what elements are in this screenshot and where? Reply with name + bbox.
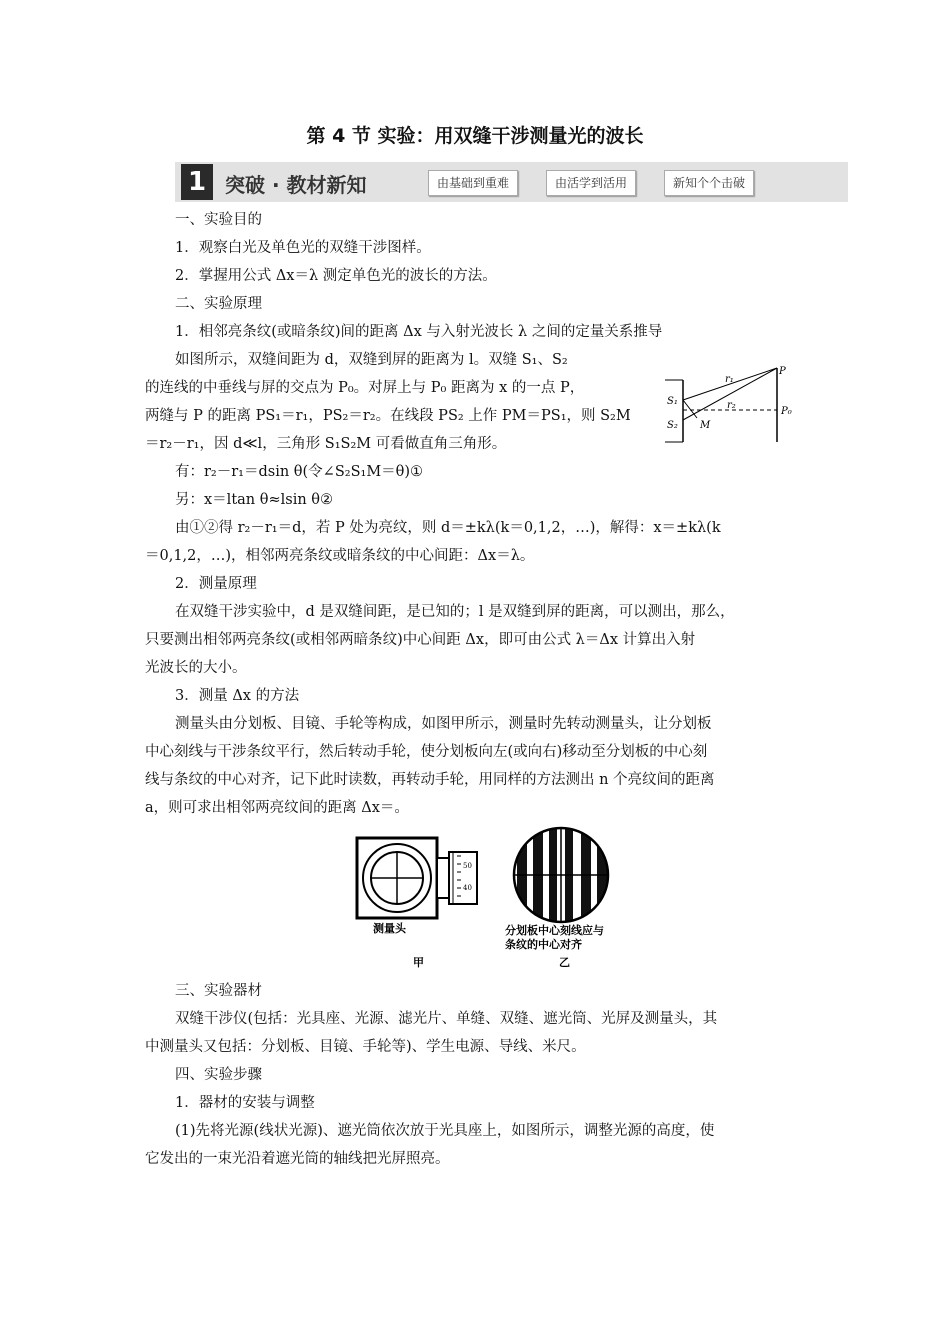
label-s1: S₁ bbox=[667, 396, 678, 407]
scale-label-40: 40 bbox=[463, 884, 472, 892]
heading-equipment: 三、实验器材 bbox=[175, 983, 262, 999]
caption-yi: 乙 bbox=[559, 956, 570, 969]
paragraph-line: 双缝干涉仪(包括：光具座、光源、滤光片、单缝、双缝、遮光筒、光屏及测量头，其 bbox=[175, 1011, 718, 1027]
paragraph-line: (1)先将光源(线状光源)、遮光筒依次放于光具座上，如图所示，调整光源的高度，使 bbox=[175, 1123, 715, 1139]
label-m: M bbox=[700, 420, 711, 431]
heading-steps: 四、实验步骤 bbox=[175, 1067, 262, 1083]
label-r1: r₁ bbox=[725, 374, 734, 385]
caption-fringe-line1: 分划板中心刻线应与 bbox=[505, 924, 604, 937]
heading-purpose: 一、实验目的 bbox=[175, 212, 262, 228]
label-p0: P₀ bbox=[781, 406, 792, 417]
label-r2: r₂ bbox=[727, 400, 736, 411]
paragraph-line: 2．掌握用公式 Δx＝λ 测定单色光的波长的方法。 bbox=[175, 268, 497, 284]
paragraph-line: 中心刻线与干涉条纹平行，然后转动手轮，使分划板向左(或向右)移动至分划板的中心刻 bbox=[145, 744, 708, 760]
subheading: 2．测量原理 bbox=[175, 576, 257, 592]
measuring-head-figure bbox=[355, 832, 485, 972]
paragraph-line: 线与条纹的中心对齐，记下此时读数，再转动手轮，用同样的方法测出 n 个亮纹间的距离 bbox=[145, 772, 715, 788]
heading-principle: 二、实验原理 bbox=[175, 296, 262, 312]
double-slit-diagram bbox=[645, 362, 820, 444]
paragraph-line: 1．相邻亮条纹(或暗条纹)间的距离 Δx 与入射光波长 λ 之间的定量关系推导 bbox=[175, 324, 663, 340]
banner-tag-3: 新知个个击破 bbox=[664, 170, 754, 196]
paragraph-line: 两缝与 P 的距离 PS₁＝r₁，PS₂＝r₂。在线段 PS₂ 上作 PM＝PS₁，则 S₂M bbox=[145, 408, 631, 424]
scale-label-50: 50 bbox=[463, 862, 472, 870]
paragraph-line: 的连线的中垂线与屏的交点为 P₀。对屏上与 P₀ 距离为 x 的一点 P， bbox=[145, 380, 585, 396]
paragraph-line: 如图所示，双缝间距为 d，双缝到屏的距离为 l。双缝 S₁、S₂ bbox=[175, 352, 568, 368]
paragraph-line: 测量头由分划板、目镜、手轮等构成，如图甲所示，测量时先转动测量头，让分划板 bbox=[175, 716, 712, 732]
paragraph-line: 由①②得 r₂－r₁＝d，若 P 处为亮纹，则 d＝±kλ(k＝0,1,2，…)，解得：x＝±kλ(k bbox=[175, 520, 721, 536]
paragraph-line: 它发出的一束光沿着遮光筒的轴线把光屏照亮。 bbox=[145, 1151, 450, 1167]
paragraph-line: 中测量头又包括：分划板、目镜、手轮等)、学生电源、导线、米尺。 bbox=[145, 1039, 586, 1055]
label-s2: S₂ bbox=[667, 420, 678, 431]
paragraph-line: 在双缝干涉实验中，d 是双缝间距，是已知的；l 是双缝到屏的距离，可以测出，那么， bbox=[175, 604, 735, 620]
caption-fringe-line2: 条纹的中心对齐 bbox=[505, 938, 582, 951]
banner-tag-1: 由基础到重难 bbox=[428, 170, 518, 196]
subheading: 3．测量 Δx 的方法 bbox=[175, 688, 300, 704]
section-banner-title: 突破 · 教材新知 bbox=[225, 173, 367, 197]
label-p: P bbox=[779, 366, 786, 377]
equation-line: 另：x＝ltan θ≈lsin θ② bbox=[175, 492, 334, 508]
paragraph-line: ＝r₂－r₁，因 d≪l，三角形 S₁S₂M 可看做直角三角形。 bbox=[145, 436, 507, 452]
section-banner bbox=[175, 162, 848, 202]
page-title: 第 4 节 实验：用双缝干涉测量光的波长 bbox=[306, 125, 644, 147]
paragraph-line: a，则可求出相邻两亮纹间的距离 Δx＝。 bbox=[145, 800, 409, 816]
caption-jia: 甲 bbox=[413, 956, 424, 969]
banner-tag-2: 由活学到活用 bbox=[546, 170, 636, 196]
paragraph-line: 只要测出相邻两亮条纹(或相邻两暗条纹)中心间距 Δx，即可由公式 λ＝Δx 计算出入射 bbox=[145, 632, 696, 648]
paragraph-line: 光波长的大小。 bbox=[145, 660, 247, 676]
section-number-badge: 1 bbox=[181, 164, 213, 200]
paragraph-line: 1．观察白光及单色光的双缝干涉图样。 bbox=[175, 240, 431, 256]
caption-measuring-head: 测量头 bbox=[373, 922, 406, 935]
equation-line: 有：r₂－r₁＝dsin θ(令∠S₂S₁M＝θ)① bbox=[175, 464, 424, 480]
paragraph-line: ＝0,1,2，…)，相邻两亮条纹或暗条纹的中心间距：Δx＝λ。 bbox=[145, 548, 535, 564]
fringe-view-figure bbox=[503, 826, 638, 972]
subheading: 1．器材的安装与调整 bbox=[175, 1095, 315, 1111]
